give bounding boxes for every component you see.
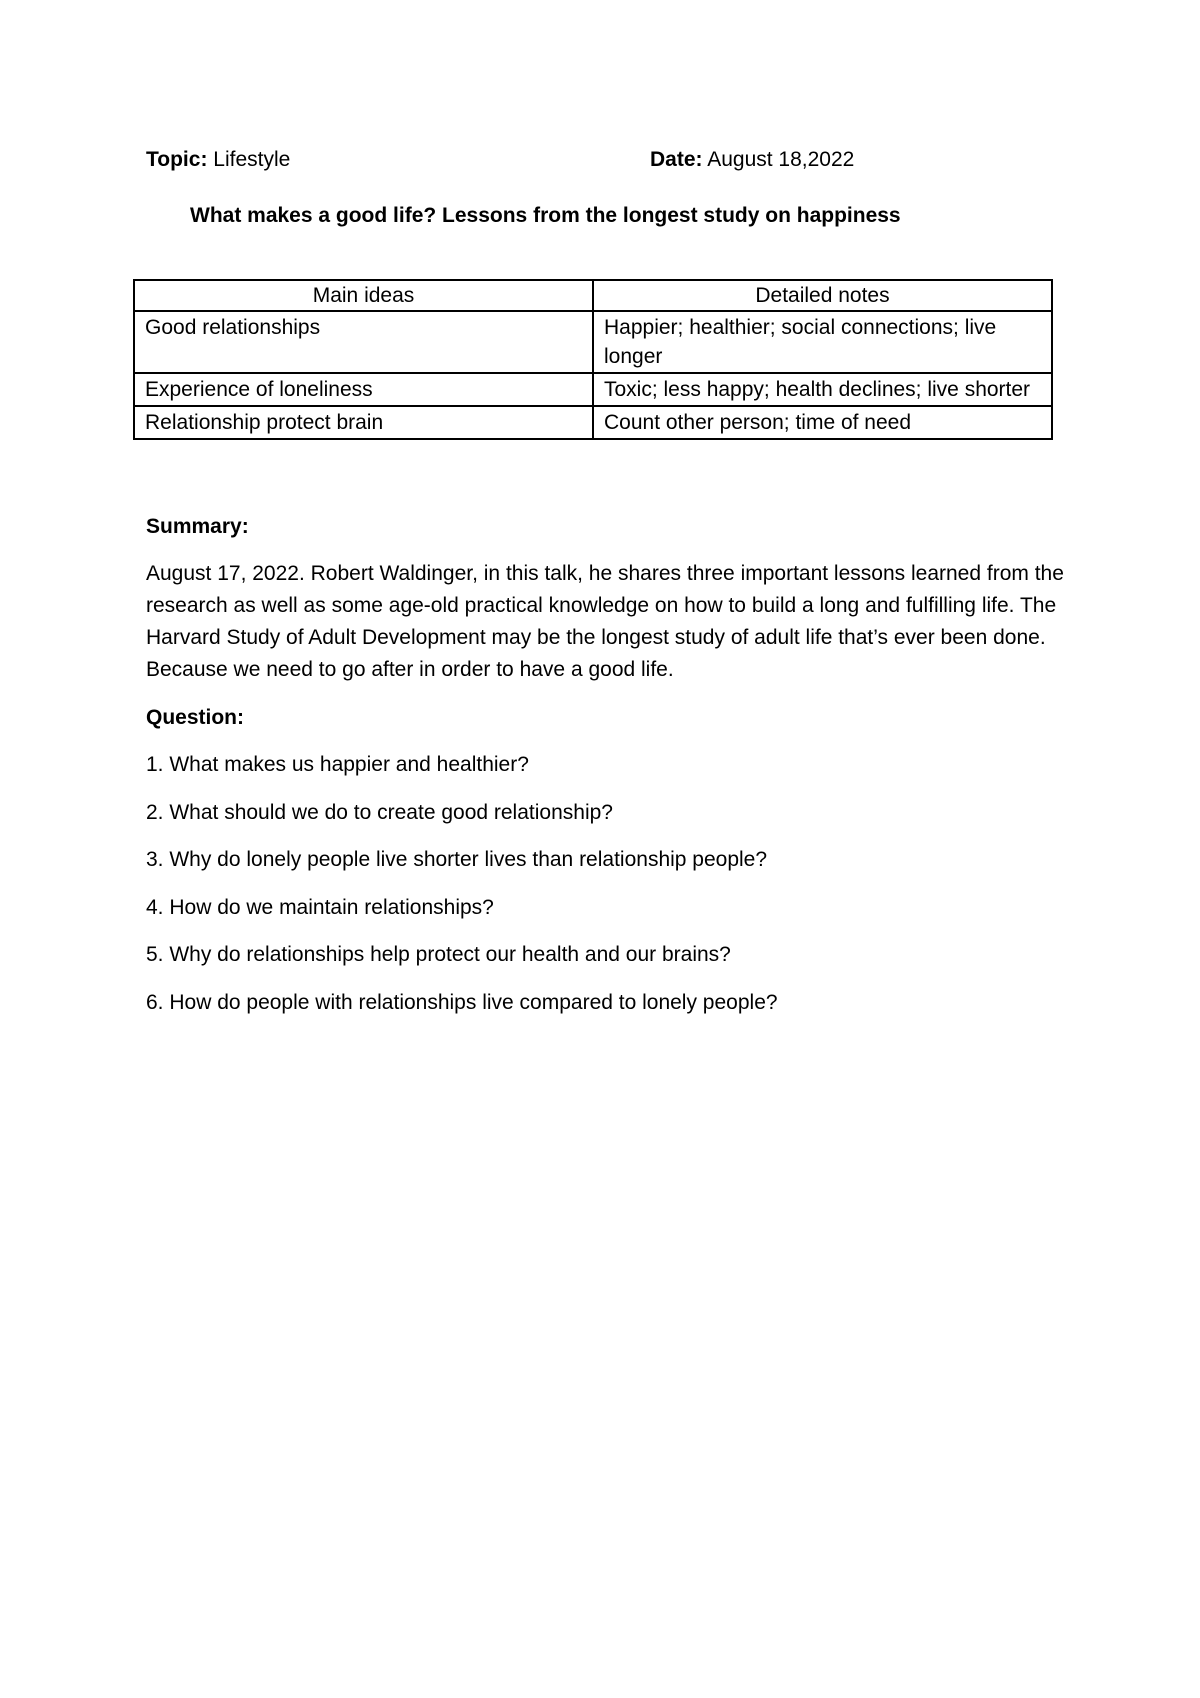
table-header-row xyxy=(134,280,1052,311)
main-idea-cell: Good relationships xyxy=(134,311,593,373)
detailed-note-cell: Toxic; less happy; health declines; live shorter xyxy=(593,373,1052,406)
list-item: 2. What should we do to create good relationship? xyxy=(146,800,613,824)
main-idea-cell: Relationship protect brain xyxy=(134,406,593,439)
detailed-note-cell: Count other person; time of need xyxy=(593,406,1052,439)
list-item: 4. How do we maintain relationships? xyxy=(146,895,494,919)
topic-field xyxy=(146,148,290,172)
table-row xyxy=(134,406,1052,439)
list-item: 1. What makes us happier and healthier? xyxy=(146,753,529,776)
detailed-note-cell: Happier; healthier; social connections; live longer xyxy=(593,311,1052,373)
column-header-detailed-notes: Detailed notes xyxy=(593,280,1052,311)
header-meta xyxy=(146,148,1146,178)
list-item: 3. Why do lonely people live shorter lives than relationship people? xyxy=(146,848,768,872)
date-label: Date: xyxy=(650,148,703,171)
topic-label: Topic: xyxy=(146,148,208,171)
column-header-main-ideas: Main ideas xyxy=(134,280,593,311)
date-value: August 18,2022 xyxy=(707,148,855,171)
summary-paragraph: August 17, 2022. Robert Waldinger, in this talk, he shares three important lessons learned from the research as well as some age-old practical knowledge on how to build a long and fulfilling life. The Harvard Study of Adult Development may be the longest study of adult life that’s ever been done. Because we need to go after in order to have a good life. xyxy=(146,562,1064,681)
date-field xyxy=(650,148,854,172)
topic-value: Lifestyle xyxy=(213,148,291,171)
list-item: 6. How do people with relationships live compared to lonely people? xyxy=(146,990,778,1014)
list-item: 5. Why do relationships help protect our health and our brains? xyxy=(146,943,731,967)
notes-table xyxy=(133,279,1053,440)
document-title: What makes a good life? Lessons from the longest study on happiness xyxy=(190,204,901,227)
question-list xyxy=(146,750,1096,1036)
summary-heading: Summary: xyxy=(146,515,249,538)
table-row xyxy=(134,311,1052,373)
table-row xyxy=(134,373,1052,406)
main-idea-cell: Experience of loneliness xyxy=(134,373,593,406)
question-heading: Question: xyxy=(146,706,244,729)
